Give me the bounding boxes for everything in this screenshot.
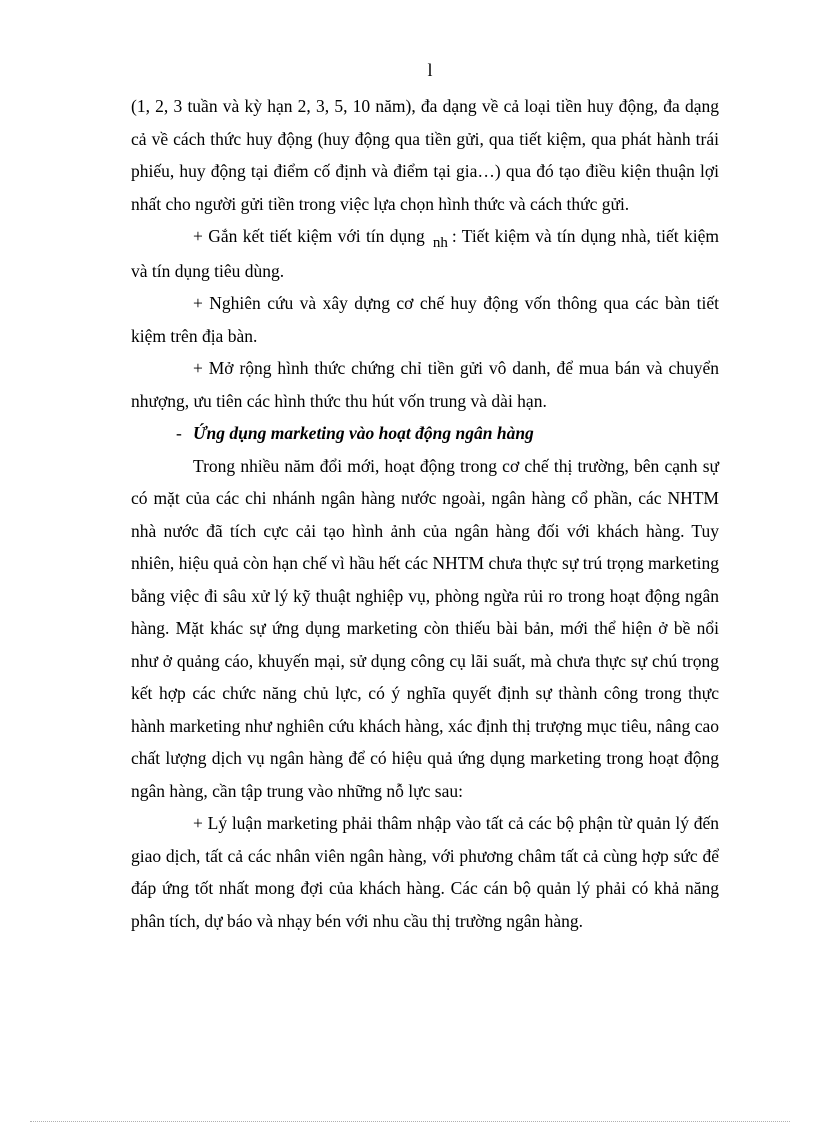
paragraph-continuation: (1, 2, 3 tuần và kỳ hạn 2, 3, 5, 10 năm), đa dạng về cả loại tiền huy động, đa dạng cả về cách thức huy động (huy động qua tiền gửi, qua tiết kiệm, qua phát hành trái phiếu, huy động tại điểm cố định và điểm tại gia…) qua đó tạo điều kiện thuận lợi nhất cho người gửi tiền trong việc lựa chọn hình thức và cách thức gửi. — [131, 96, 719, 214]
paragraph-savings-credit-rest: : Tiết kiệm và tín dụng nhà, tiết kiệm và tín dụng tiêu dùng. — [131, 226, 719, 281]
page-number: l — [427, 60, 433, 80]
heading-text: Ứng dụng marketing vào hoạt động ngân hàng — [193, 423, 534, 443]
page-bottom-divider — [30, 1121, 790, 1122]
section-heading — [131, 417, 719, 450]
paragraph-marketing-theory: + Lý luận marketing phải thâm nhập vào tất cả các bộ phận từ quản lý đến giao dịch, tất cả các nhân viên ngân hàng, với phương châm tất cả cùng hợp sức để đáp ứng tốt nhất mong đợi của khách hàng. Các cán bộ quản lý phải có khả năng phân tích, dự báo và nhạy bén với nhu cầu thị trường ngân hàng. — [131, 813, 719, 931]
paragraph-research-mechanism: + Nghiên cứu và xây dựng cơ chế huy động vốn thông qua các bàn tiết kiệm trên địa bàn. — [131, 293, 719, 346]
paragraph-savings-credit-text: + Gắn kết tiết kiệm với tín dụng — [193, 226, 425, 246]
paragraph-deposit-certificates: + Mở rộng hình thức chứng chỉ tiền gửi vô danh, để mua bán và chuyển nhượng, ưu tiên các hình thức thu hút vốn trung và dài hạn. — [131, 358, 719, 411]
heading-dash: - — [176, 423, 182, 443]
paragraph-marketing-context: Trong nhiều năm đổi mới, hoạt động trong cơ chế thị trường, bên cạnh sự có mặt của các chi nhánh ngân hàng nước ngoài, ngân hàng cổ phần, các NHTM nhà nước đã tích cực cải tạo hình ảnh của ngân hàng đối với khách hàng. Tuy nhiên, hiệu quả còn hạn chế vì hầu hết các NHTM chưa thực sự trú trọng marketing bằng việc đi sâu xử lý kỹ thuật nghiệp vụ, phòng ngừa rủi ro trong hoạt động ngân hàng. Mặt khác sự ứng dụng marketing còn thiếu bài bản, mới thể hiện ở bề nổi như ở quảng cáo, khuyến mại, sử dụng công cụ lãi suất, mà chưa thực sự chú trọng kết hợp các chức năng chủ lực, có ý nghĩa quyết định sự thành công trong thực hành marketing như nghiên cứu khách hàng, xác định thị trượng mục tiêu, nâng cao chất lượng dịch vụ ngân hàng để có hiệu quả ứng dụng marketing trong hoạt động ngân hàng, cần tập trung vào những nỗ lực sau: — [131, 455, 719, 801]
paragraph-savings-credit — [131, 220, 719, 287]
subscript-nh: nh — [432, 235, 448, 251]
document-body — [131, 90, 719, 937]
